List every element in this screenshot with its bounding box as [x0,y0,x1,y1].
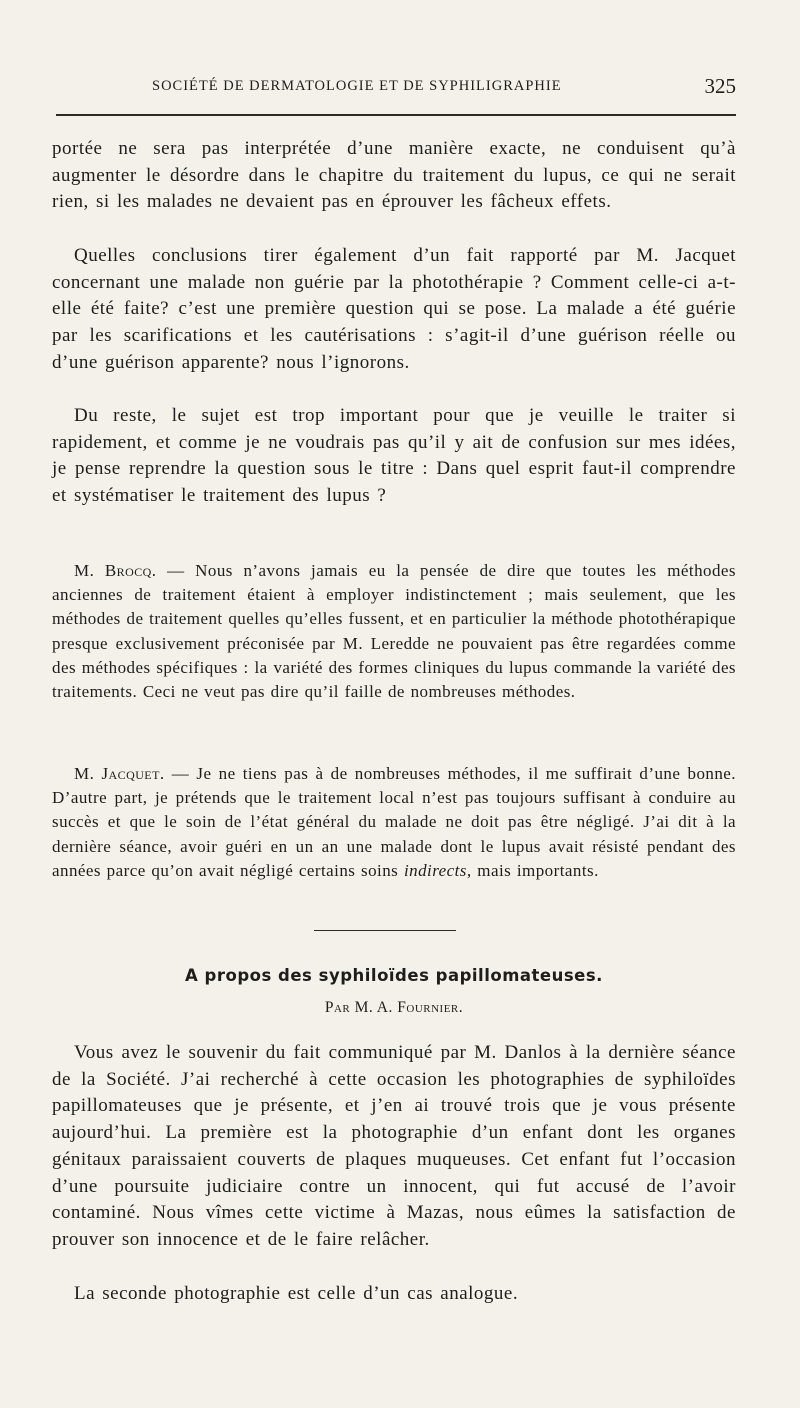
jacquet-italic: indirects [403,860,467,880]
speaker-brocq: M. Brocq. [74,561,157,580]
page-number: 325 [704,74,736,98]
jacquet-text: — Je ne tiens pas à de nombreuses méthodes, il me suffirait d’une bonne. D’autre part, je prétends que le traitement local n’est pas toujours suffisant à conduire au succès et que le soin de l’état général du malade ne doit pas être négligé. J’ai dit à la dernière séance, avoir guéri en un an une malade dont le lupus avait résisté pendant des années parce qu’on avait négligé certains soins [52,764,737,880]
paragraph-fournier: Vous avez le souvenir du fait communiqué par M. Danlos à la dernière séance de la Société. J’ai recherché à cette occasion les photographies de syphiloïdes papillomateuses que je présente, et j’en ai trouvé trois que je vous présente aujourd’hui. La première est la photographie d’un enfant dont les organes génitaux paraissaient couverts de plaques muqueuses. Cet enfant fut l’occasion d’une poursuite judiciaire contre un innocent, qui fut accusé de l’avoir contaminé. Nous vîmes cette victime à Mazas, nous eûmes la satisfaction de prouver son innocence et de le faire relâcher. [52,1042,736,1250]
paragraph-continuation: portée ne sera pas interprétée d’une manière exacte, ne conduisent qu’à augmenter le désordre dans le chapitre du traitement du lupus, ce qui ne serait rien, si les malades ne devaient pas en éprouver les fâcheux effets. [52,138,736,213]
speaker-jacquet: M. Jacquet. [74,764,165,783]
paragraph-seconde-photo: La seconde photographie est celle d’un cas analogue. [74,1283,519,1304]
paragraph-du-reste: Du reste, le sujet est trop important pour que je veuille le traiter si rapidement, et comme je ne voudrais pas qu’il y ait de confusion sur mes idées, je pense reprendre la question sous le titre : Dans quel esprit faut-il comprendre et systématiser le traitement des lupus ? [52,405,736,507]
section-separator [314,930,456,931]
article-title: A propos des syphiloïdes papillomateuses. [185,966,603,985]
running-header [52,70,736,104]
article-byline: Par M. A. Fournier. [324,999,464,1016]
paragraph-brocq [52,559,736,704]
page [52,70,736,1400]
paragraph-jacquet-question: Quelles conclusions tirer également d’un fait rapporté par M. Jacquet concernant une malade non guérie par la photothérapie ? Comment celle-ci a-t-elle été faite? c’est une première question qui se pose. La malade a été guérie par les scarifications et les cautérisations : s’agit-il d’une guérison réelle ou d’une guérison apparente? nous l’ignorons. [52,245,736,373]
paragraph-jacquet [52,762,736,883]
brocq-text: — Nous n’avons jamais eu la pensée de dire que toutes les méthodes anciennes de traitement étaient à employer indistinctement ; mais seulement, que les méthodes de traitement quelles qu’elles fussent, et en particulier la méthode photothérapique presque exclusivement préconisée par M. Leredde ne pouvaient pas être regardées comme des méthodes spécifiques : la variété des formes cliniques du lupus commande la variété des traitements. Ceci ne veut pas dire qu’il faille de nombreuses méthodes. [52,561,736,702]
jacquet-tail: , mais importants. [466,860,599,880]
header-rule [56,114,736,116]
running-title: SOCIÉTÉ DE DERMATOLOGIE ET DE SYPHILIGRAPHIE [152,78,562,94]
